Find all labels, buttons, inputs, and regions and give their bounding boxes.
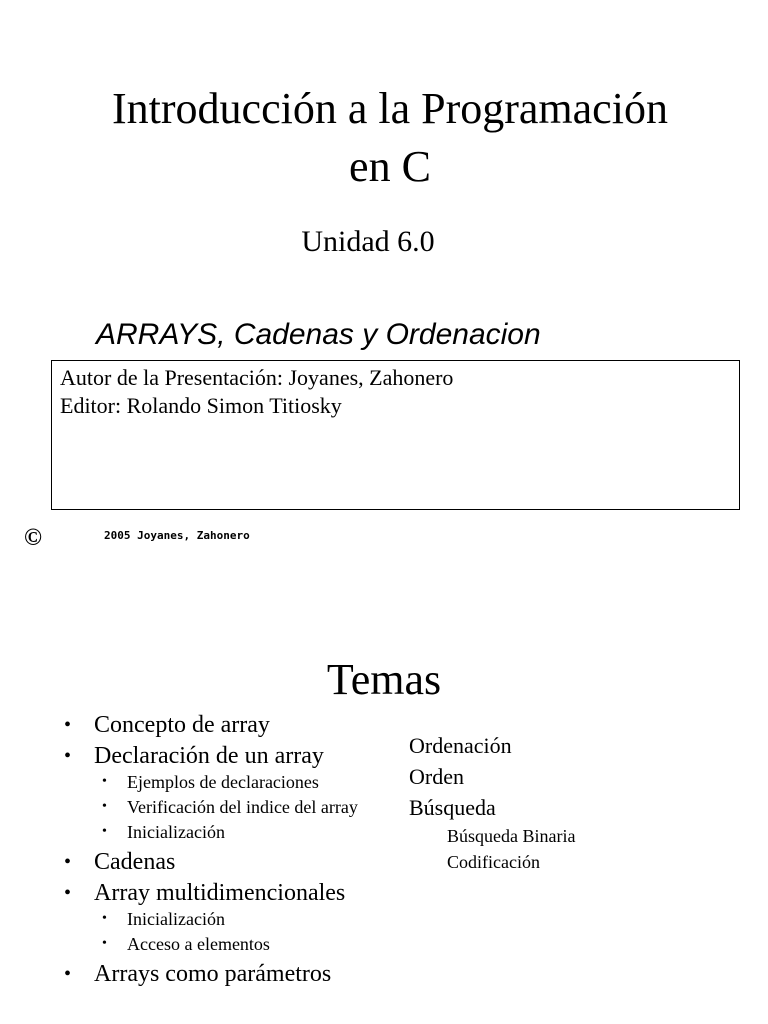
sublist-item-label: Verificación del indice del array [127,797,358,817]
list-item-label: Cadenas [94,849,176,875]
sublist-item [94,797,392,817]
copyright-icon: © [24,525,42,551]
list-item [62,878,392,954]
editor-line: Editor: Rolando Simon Titiosky [60,393,342,418]
list-item-label: Array multidimencionales [94,880,346,906]
list-item [62,847,392,878]
bullet-icon: • [64,745,72,767]
list-item-label: Concepto de array [94,712,270,738]
sublist [94,909,392,954]
topics-title: Temas [326,655,442,704]
list-item [62,710,392,741]
bullet-icon: • [102,936,107,951]
list-item-label: Declaración de un array [94,743,324,769]
list-item [62,959,392,990]
title-line-2: en C [349,142,431,191]
copyright-text: 2005 Joyanes, Zahonero [104,529,250,542]
topic-subtitle: ARRAYS, Cadenas y Ordenacion [96,318,541,351]
bullet-icon: • [64,882,72,904]
unit-label: Unidad 6.0 [301,225,435,258]
bullet-icon: • [64,851,72,873]
list-item [62,741,392,842]
bullet-icon: • [64,963,72,985]
topics-list-right [409,730,575,875]
sublist [94,772,392,842]
author-line: Autor de la Presentación: Joyanes, Zahonero [60,365,454,390]
sublist-item-label: Búsqueda Binaria [447,826,576,846]
sublist-item-label: Ejemplos de declaraciones [127,772,319,792]
credits-box [51,360,740,510]
bullet-icon: • [64,714,72,736]
list-item-label: Ordenación [409,733,512,758]
sublist-item-label: Codificación [447,852,540,872]
sublist-item [94,909,392,929]
bullet-icon: • [102,799,107,814]
sublist-item-label: Inicialización [127,909,225,929]
bullet-icon: • [102,774,107,789]
list-item-label: Orden [409,764,464,789]
presentation-title [40,80,740,196]
sublist-item-label: Inicialización [127,822,225,842]
sublist-item-label: Acceso a elementos [127,934,270,954]
sublist-item [94,822,392,842]
list-item-label: Búsqueda [409,795,496,820]
sublist-item [94,934,392,954]
list-item-label: Arrays como parámetros [94,961,332,987]
topics-list-left [62,710,392,990]
bullet-icon: • [102,911,107,926]
bullet-icon: • [102,824,107,839]
sublist-item [94,772,392,792]
title-line-1: Introducción a la Programación [112,84,668,133]
